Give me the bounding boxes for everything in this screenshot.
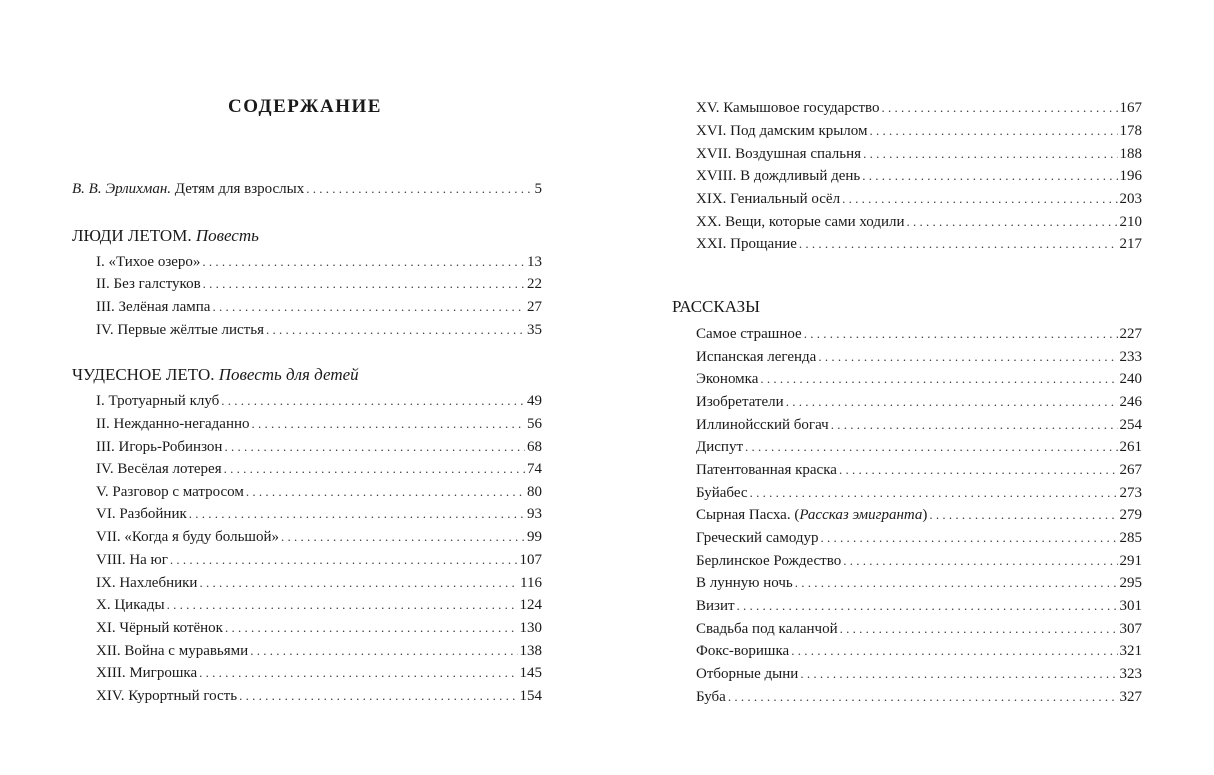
toc-entry[interactable] (696, 641, 1142, 661)
page-number: 301 (1119, 598, 1142, 614)
toc-entry[interactable] (696, 189, 1142, 209)
toc-entry[interactable] (696, 619, 1142, 639)
entry-label: II. Нежданно-негаданно (96, 416, 250, 432)
page-number: 217 (1119, 236, 1142, 252)
intro-entry[interactable] (72, 179, 542, 199)
dot-leader (786, 392, 1118, 412)
page-number: 233 (1119, 349, 1142, 365)
page-number: 267 (1119, 462, 1142, 478)
entry-label-extra: Рассказ эмигранта (799, 507, 923, 523)
toc-entry[interactable] (96, 618, 542, 638)
dot-leader (225, 618, 518, 638)
page-number: 49 (527, 393, 542, 409)
page-number: 124 (519, 597, 542, 613)
page-number: 254 (1119, 417, 1142, 433)
toc-entry[interactable] (696, 437, 1142, 457)
dot-leader (862, 166, 1117, 186)
section-heading-stories (672, 296, 760, 318)
entry-label: V. Разговор с матросом (96, 484, 244, 500)
toc-entry[interactable] (96, 482, 542, 502)
toc-entry[interactable] (696, 460, 1142, 480)
dot-leader (839, 460, 1118, 480)
page-number: 273 (1119, 485, 1142, 501)
entry-label: XXI. Прощание (696, 236, 797, 252)
page-number: 196 (1119, 168, 1142, 184)
toc-entry[interactable] (696, 687, 1142, 707)
dot-leader (750, 483, 1118, 503)
page-number: 107 (519, 552, 542, 568)
dot-leader (239, 686, 517, 706)
dot-leader (821, 528, 1118, 548)
entry-label: XV. Камышовое государство (696, 100, 880, 116)
dot-leader (818, 347, 1117, 367)
section-title: ЛЮДИ ЛЕТОМ. (72, 226, 192, 245)
entry-label: XI. Чёрный котёнок (96, 620, 223, 636)
dot-leader (799, 234, 1118, 254)
dot-leader (224, 459, 525, 479)
entry-label: X. Цикады (96, 597, 165, 613)
dot-leader (170, 550, 518, 570)
dot-leader (212, 297, 525, 317)
toc-entry[interactable] (96, 274, 542, 294)
toc-entry[interactable] (96, 391, 542, 411)
toc-entry[interactable] (696, 392, 1142, 412)
page-number: 93 (527, 506, 542, 522)
entry-label: XII. Война с муравьями (96, 643, 249, 659)
entry-label: II. Без галстуков (96, 276, 201, 292)
dot-leader (791, 641, 1117, 661)
entry-label: Сырная Пасха. (Рассказ эмигранта) (696, 507, 928, 523)
entry-label: XIII. Мигрошка (96, 665, 198, 681)
page-number: 323 (1119, 666, 1142, 682)
page-number: 295 (1119, 575, 1142, 591)
toc-entry[interactable] (696, 596, 1142, 616)
dot-leader (863, 144, 1117, 164)
toc-entry[interactable] (96, 504, 542, 524)
entry-label: IV. Первые жёлтые листья (96, 322, 264, 338)
toc-entry[interactable] (96, 641, 542, 661)
entry-label: Диспут (696, 439, 743, 455)
section-subtitle: Повесть (195, 226, 259, 245)
toc-entry[interactable] (96, 663, 542, 683)
entry-label: I. Тротуарный клуб (96, 393, 220, 409)
entry-label: XVI. Под дамским крылом (696, 123, 868, 139)
toc-entry[interactable] (96, 595, 542, 615)
dot-leader (831, 415, 1118, 435)
toc-entry[interactable] (96, 459, 542, 479)
section-title: ЧУДЕСНОЕ ЛЕТО. (72, 365, 215, 384)
page-number: 74 (527, 461, 542, 477)
toc-entry[interactable] (696, 324, 1142, 344)
dot-leader (189, 504, 525, 524)
entry-label: Берлинское Рождество (696, 553, 842, 569)
page-number: 154 (519, 688, 542, 704)
entry-label: VIII. На юг (96, 552, 168, 568)
entry-label: IV. Весёлая лотерея (96, 461, 222, 477)
toc-entry[interactable] (696, 166, 1142, 186)
dot-leader (728, 687, 1118, 707)
page-number: 167 (1119, 100, 1142, 116)
toc-entry[interactable] (696, 664, 1142, 684)
page-number: 116 (520, 575, 542, 591)
page-number: 188 (1119, 146, 1142, 162)
page-number: 56 (527, 416, 542, 432)
toc-entry[interactable] (96, 527, 542, 547)
entry-label: Изобретатели (696, 394, 784, 410)
entry-label: Визит (696, 598, 735, 614)
page-number: 321 (1119, 643, 1142, 659)
entry-label: Патентованная краска (696, 462, 837, 478)
section-title: РАССКАЗЫ (672, 297, 760, 316)
toc-entry[interactable] (96, 414, 542, 434)
entry-label: Фокс-воришка (696, 643, 790, 659)
entry-label: Самое страшное (696, 326, 802, 342)
dot-leader (870, 121, 1118, 141)
right-page (607, 0, 1214, 775)
toc-entry[interactable] (696, 347, 1142, 367)
entry-label: VII. «Когда я буду большой» (96, 529, 280, 545)
page-number: 203 (1119, 191, 1142, 207)
toc-title: СОДЕРЖАНИЕ (228, 96, 382, 117)
page-number: 210 (1119, 214, 1142, 230)
toc-entry[interactable] (696, 98, 1142, 118)
page-number: 130 (519, 620, 542, 636)
page-number: 13 (527, 254, 542, 270)
toc-entry[interactable] (96, 686, 542, 706)
entry-label: XVIII. В дождливый день (696, 168, 861, 184)
dot-leader (737, 596, 1118, 616)
entry-label: Иллинойсский богач (696, 417, 829, 433)
dot-leader (907, 212, 1118, 232)
dot-leader (221, 391, 525, 411)
dot-leader (843, 551, 1117, 571)
dot-leader (842, 189, 1117, 209)
entry-label: I. «Тихое озеро» (96, 254, 201, 270)
page-number: 145 (519, 665, 542, 681)
toc-entry[interactable] (696, 121, 1142, 141)
entry-label: Испанская легенда (696, 349, 817, 365)
toc-entry[interactable] (96, 573, 542, 593)
dot-leader (199, 573, 518, 593)
entry-label: Греческий самодур (696, 530, 819, 546)
page-number: 68 (527, 439, 542, 455)
page-number: 27 (527, 299, 542, 315)
page-number: 227 (1119, 326, 1142, 342)
page-number: 285 (1119, 530, 1142, 546)
page-number: 246 (1119, 394, 1142, 410)
page-number: 291 (1119, 553, 1142, 569)
dot-leader (202, 252, 525, 272)
entry-label: Свадьба под каланчой (696, 621, 838, 637)
dot-leader (203, 274, 525, 294)
dot-leader (252, 414, 525, 434)
entry-label: Буба (696, 689, 726, 705)
section-subtitle: Повесть для детей (218, 365, 359, 384)
page-number: 240 (1119, 371, 1142, 387)
entry-label: XIX. Гениальный осёл (696, 191, 841, 207)
entry-label: В лунную ночь (696, 575, 793, 591)
dot-leader (760, 369, 1117, 389)
page-number: 22 (527, 276, 542, 292)
dot-leader (250, 641, 517, 661)
intro-title: Детям для взрослых (174, 181, 305, 197)
dot-leader (167, 595, 518, 615)
toc-entry[interactable] (696, 144, 1142, 164)
section-heading-wonderful-summer (72, 364, 359, 386)
intro-label (72, 179, 304, 199)
toc-entry[interactable] (696, 415, 1142, 435)
page-number: 178 (1119, 123, 1142, 139)
entry-label: Отборные дыни (696, 666, 799, 682)
page-number: 99 (527, 529, 542, 545)
toc-entry[interactable] (696, 483, 1142, 503)
dot-leader (306, 179, 532, 199)
entry-label-main: Сырная Пасха. (696, 507, 791, 523)
dot-leader (795, 573, 1118, 593)
toc-entry[interactable] (696, 234, 1142, 254)
section-heading-people-in-summer (72, 225, 259, 247)
toc-entry[interactable] (696, 505, 1142, 525)
entry-label: IX. Нахлебники (96, 575, 198, 591)
entry-label: VI. Разбойник (96, 506, 187, 522)
page-number: 138 (519, 643, 542, 659)
toc-entry[interactable] (696, 573, 1142, 593)
toc-entry[interactable] (96, 550, 542, 570)
dot-leader (929, 505, 1117, 525)
dot-leader (745, 437, 1118, 457)
page-number: 35 (527, 322, 542, 338)
toc-entry[interactable] (96, 297, 542, 317)
dot-leader (246, 482, 525, 502)
entry-label: XIV. Курортный гость (96, 688, 238, 704)
dot-leader (224, 437, 525, 457)
toc-entry[interactable] (696, 212, 1142, 232)
entry-label: XVII. Воздушная спальня (696, 146, 862, 162)
toc-entry[interactable] (96, 437, 542, 457)
page-number: 80 (527, 484, 542, 500)
page-number: 279 (1119, 507, 1142, 523)
dot-leader (800, 664, 1117, 684)
dot-leader (281, 527, 525, 547)
page-number: 327 (1119, 689, 1142, 705)
entry-label: Экономка (696, 371, 759, 387)
toc-entry[interactable] (696, 551, 1142, 571)
dot-leader (882, 98, 1118, 118)
toc-entry[interactable] (96, 320, 542, 340)
page-number: 261 (1119, 439, 1142, 455)
page-number: 5 (534, 181, 542, 197)
entry-label: Буйабес (696, 485, 748, 501)
toc-entry[interactable] (696, 369, 1142, 389)
page-number: 307 (1119, 621, 1142, 637)
dot-leader (266, 320, 525, 340)
intro-author: В. В. Эрлихман. (72, 181, 172, 197)
dot-leader (199, 663, 517, 683)
entry-label: III. Зелёная лампа (96, 299, 211, 315)
entry-label: III. Игорь-Робинзон (96, 439, 223, 455)
toc-entry[interactable] (696, 528, 1142, 548)
entry-label: XX. Вещи, которые сами ходили (696, 214, 905, 230)
dot-leader (840, 619, 1118, 639)
dot-leader (804, 324, 1118, 344)
toc-entry[interactable] (96, 252, 542, 272)
